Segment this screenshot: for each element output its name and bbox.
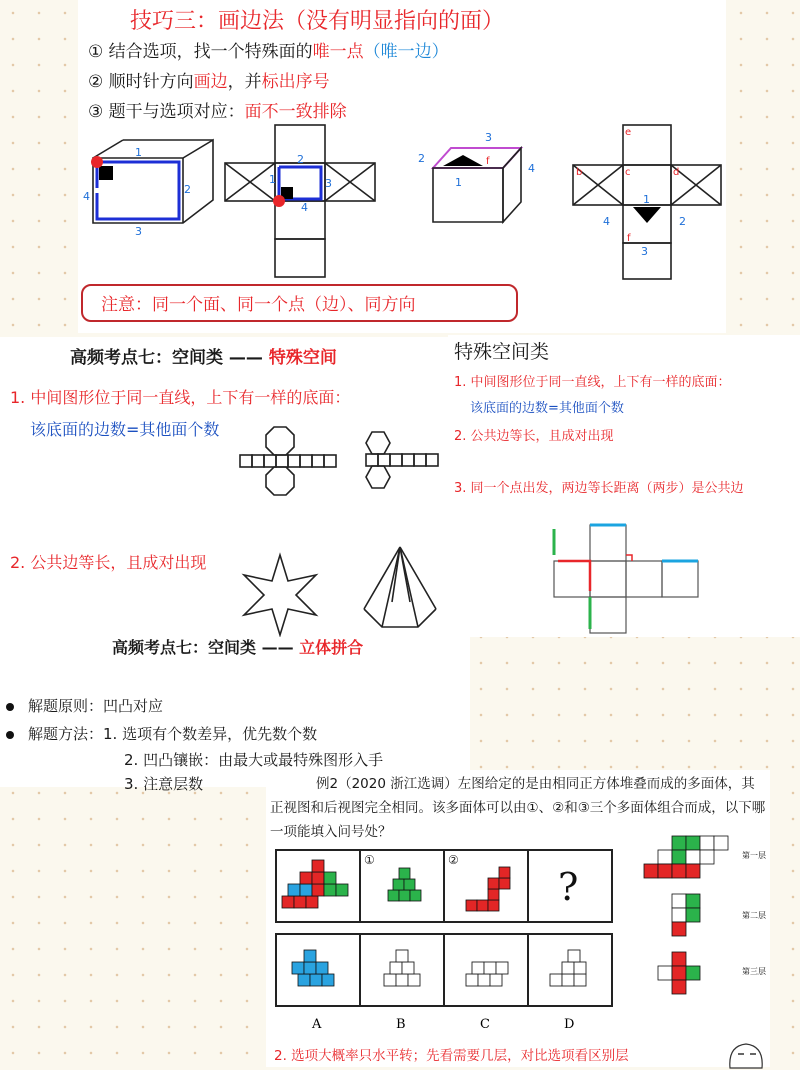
method-3: 3. 注意层数 <box>124 775 204 793</box>
rule-1 <box>88 37 449 62</box>
figure-cube-triangle <box>413 130 563 240</box>
section-special-space-left <box>0 337 460 637</box>
section4-heading-highlight: 立体拼合 <box>299 638 364 657</box>
rule-2-highlight2: 标出序号 <box>261 72 330 92</box>
fig4-label-4: 4 <box>603 215 610 228</box>
section3-item-1-b: 该底面的边数=其他面个数 <box>470 401 624 416</box>
net-common-edge-figure <box>550 525 710 635</box>
option-B: B <box>396 1017 406 1032</box>
rule-2-text: ② 顺时针方向 <box>88 72 194 92</box>
panel-label-2: ② <box>448 853 459 867</box>
fig4-label-e: e <box>625 127 632 138</box>
cartoon-mascot-icon <box>726 1040 766 1070</box>
section3-title: 特殊空间类 <box>454 341 550 363</box>
figure-cube-edge-numbering <box>83 138 233 248</box>
question-mark: ? <box>558 865 579 909</box>
fig4-label-f: f <box>627 233 631 244</box>
section-example-question <box>266 770 770 1067</box>
fig4-label-1: 1 <box>643 193 650 206</box>
section4-heading-text: 高频考点七：空间类 —— <box>112 638 294 657</box>
section-solid-assembly <box>0 637 470 793</box>
bullet-method <box>6 723 317 744</box>
hexagonal-pyramid <box>362 547 442 637</box>
fig1-label-4: 4 <box>83 190 90 203</box>
octagon-prism-net <box>240 427 350 517</box>
section-special-space-right <box>448 335 800 637</box>
star-pyramid-net <box>240 555 320 635</box>
fig1-label-3: 3 <box>135 225 142 238</box>
fig2-label-3: 3 <box>325 177 332 190</box>
fig2-label-4: 4 <box>301 201 308 214</box>
rule-3 <box>88 97 347 122</box>
rule-1-text: ① 结合选项，找一个特殊面的 <box>88 42 313 62</box>
figure-net-edge-numbering <box>225 125 435 280</box>
fig3-label-4: 4 <box>528 162 535 175</box>
option-D: D <box>564 1017 575 1032</box>
fig1-label-2: 2 <box>184 183 191 196</box>
rule-3-highlight: 面不一致排除 <box>244 102 347 122</box>
section4-heading <box>112 635 363 658</box>
section1-title: 技巧三：画边法（没有明显指向的面） <box>130 9 505 34</box>
example-text: 例2（2020 浙江选调）左图给定的是由相同正方体堆叠而成的多面体，其正视图和后视图完全相同。该多面体可以由①、②和③三个多面体组合而成，以下哪一项能填入问号处？ <box>270 776 766 840</box>
section2-point-2: 2. 公共边等长，且成对出现 <box>10 553 207 572</box>
rule-1-highlight: 唯一点 <box>312 42 364 62</box>
fig2-label-2: 2 <box>297 153 304 166</box>
section2-heading-highlight: 特殊空间 <box>268 348 337 368</box>
section3-item-3: 3. 同一个点出发，两边等长距离（两步）是公共边 <box>454 481 744 496</box>
rule-2-mid: ，并 <box>227 72 262 92</box>
fig3-label-2: 2 <box>418 152 425 165</box>
rule-2-highlight: 画边 <box>193 72 228 92</box>
note-box: 注意：同一个面、同一个点（边）、同方向 <box>81 284 518 322</box>
section-drawing-edge-method <box>78 0 726 333</box>
rule-3-text: ③ 题干与选项对应： <box>88 102 245 122</box>
fig2-label-1: 1 <box>269 173 276 186</box>
hexagon-prism-net <box>362 432 452 522</box>
fig4-label-2: 2 <box>679 215 686 228</box>
bullet-dot <box>6 703 14 711</box>
section3-item-2: 2. 公共边等长，且成对出现 <box>454 429 614 444</box>
fig4-label-c: c <box>625 167 631 178</box>
fig4-label-b: b <box>576 167 583 178</box>
panel-label-1: ① <box>364 853 375 867</box>
section3-item-1: 1. 中间图形位于同一直线，上下有一样的底面： <box>454 375 731 390</box>
bullet-principle-text: 解题原则：凹凸对应 <box>28 697 164 715</box>
layer-diagrams <box>642 834 792 984</box>
section2-heading-text: 高频考点七：空间类 —— <box>70 348 263 368</box>
tip-text: 2. 选项大概率只水平转；先看需要几层，对比选项看区别层 <box>274 1048 629 1064</box>
fig3-label-1: 1 <box>455 176 462 189</box>
method-2: 2. 凹凸镶嵌：由最大或最特殊图形入手 <box>124 751 384 769</box>
layer-label-2: 第二层 <box>742 911 766 920</box>
fig3-label-f: f <box>486 156 490 167</box>
option-A: A <box>312 1017 322 1032</box>
figure-net-letters <box>573 125 733 280</box>
fig4-label-3: 3 <box>641 245 648 258</box>
bullet-dot <box>6 731 14 739</box>
layer-label-3: 第三层 <box>742 967 766 976</box>
question-grid <box>276 850 616 1040</box>
fig4-label-d: d <box>673 167 680 178</box>
fig1-label-1: 1 <box>135 146 142 159</box>
section2-point-1-b: 该底面的边数=其他面个数 <box>30 420 220 439</box>
section2-point-1: 1. 中间图形位于同一直线，上下有一样的底面： <box>10 388 351 407</box>
fig3-label-3: 3 <box>485 131 492 144</box>
option-C: C <box>480 1017 490 1032</box>
section2-heading <box>70 343 337 368</box>
rule-1-paren: （唯一边） <box>363 42 449 62</box>
bullet-principle <box>6 695 163 716</box>
bullet-method-text: 解题方法：1. 选项有个数差异，优先数个数 <box>28 725 318 743</box>
layer-label-1: 第一层 <box>742 851 766 860</box>
rule-2 <box>88 67 330 92</box>
